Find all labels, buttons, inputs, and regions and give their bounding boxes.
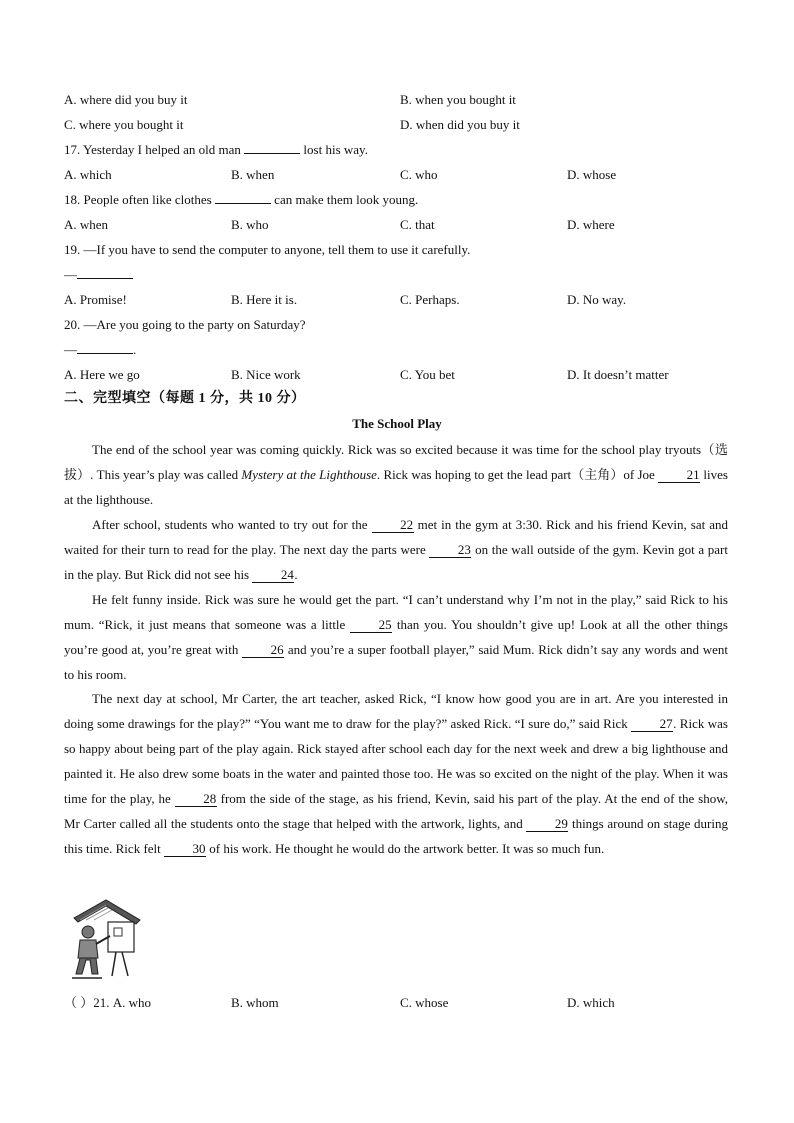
p1-text-c: lives at the lighthouse. [64, 467, 728, 507]
play-title: Mystery at the Lighthouse [241, 467, 377, 482]
p3-text-c: and you’re a super football player,” said Mum. Rick didn’t say any words and went to his room. [64, 642, 728, 682]
passage-paragraph-1 [64, 437, 728, 512]
q21-option-c[interactable]: C. whose [400, 995, 449, 1010]
blank-26[interactable]: 26 [242, 643, 284, 658]
blank-28[interactable]: 28 [175, 792, 217, 807]
q16-option-b[interactable]: B. when you bought it [400, 92, 516, 107]
q18-stem-post: can make them look young. [274, 192, 419, 207]
blank-21[interactable]: 21 [658, 468, 700, 483]
q19-option-d[interactable]: D. No way. [567, 292, 627, 307]
q16-option-a[interactable]: A. where did you buy it [64, 92, 188, 107]
passage-paragraph-4 [64, 686, 728, 861]
blank-24[interactable]: 24 [252, 568, 294, 583]
q20-stem: 20. —Are you going to the party on Saturday? [64, 317, 306, 332]
q19-dash: — [64, 267, 77, 282]
q20-option-d[interactable]: D. It doesn’t matter [567, 367, 669, 382]
passage-title: The School Play [352, 416, 442, 431]
passage-paragraph-3 [64, 587, 728, 687]
q21-option-b[interactable]: B. whom [231, 995, 279, 1010]
p2-text-a: After school, students who wanted to try out for the [92, 517, 372, 532]
q17-stem-post: lost his way. [303, 142, 368, 157]
q16-option-c[interactable]: C. where you bought it [64, 117, 184, 132]
p4-text-a: The next day at school, Mr Carter, the art teacher, asked Rick, “I know how good you are in art. Are you interested in doing some drawings for the play?” “You want me to draw for the play?” asked Rick. “I sure do,” said Rick [64, 691, 728, 731]
q19-option-b[interactable]: B. Here it is. [231, 292, 298, 307]
blank-29[interactable]: 29 [526, 817, 568, 832]
q20-option-b[interactable]: B. Nice work [231, 367, 301, 382]
q17-stem [64, 142, 368, 158]
q19-blank[interactable] [77, 278, 133, 279]
q19-stem: 19. —If you have to send the computer to anyone, tell them to use it carefully. [64, 242, 471, 257]
q18-blank[interactable] [215, 203, 271, 204]
q18-option-b[interactable]: B. who [231, 217, 269, 232]
blank-22[interactable]: 22 [372, 518, 414, 533]
section-heading: 二、完型填空（每题 1 分，共 10 分） [64, 391, 306, 406]
q21-option-d[interactable]: D. which [567, 995, 615, 1010]
q20-period: . [133, 342, 137, 357]
p4-text-b: . Rick was so happy about being part of the play again. Rick stayed after school each day for the next week and drew a big lighthouse and painted it. He also drew some boats in the water and painted those too. He was so excited on the night of the play. When it was time for the play, he [64, 716, 728, 806]
q20-option-c[interactable]: C. You bet [400, 367, 455, 382]
q18-stem [64, 192, 418, 208]
passage-paragraph-2 [64, 512, 728, 587]
q19-reply [64, 267, 133, 283]
q17-stem-pre: 17. Yesterday I helped an old man [64, 142, 241, 157]
q17-option-b[interactable]: B. when [231, 167, 275, 182]
q19-option-a[interactable]: A. Promise! [64, 292, 127, 307]
q20-blank[interactable] [77, 353, 133, 354]
q20-reply [64, 342, 136, 358]
q20-dash: — [64, 342, 77, 357]
p1-text-b: . Rick was hoping to get the lead part（主角）of Joe [376, 467, 659, 482]
blank-25[interactable]: 25 [350, 618, 392, 633]
q21-option-a[interactable]: （ ）21. A. who [64, 995, 152, 1010]
blank-27[interactable]: 27 [631, 717, 673, 732]
p2-text-b: met in the gym at 3:30. Rick and his friend Kevin, sat and waited for their turn to read for the play. The next day the parts were [64, 517, 728, 557]
p4-text-d: things around on stage during this time. Rick felt [64, 816, 728, 856]
q18-option-a[interactable]: A. when [64, 217, 109, 232]
q18-stem-pre: 18. People often like clothes [64, 192, 212, 207]
p3-text-b: than you. You shouldn’t give up! Look at all the other things you’re good at, you’re great with [64, 617, 728, 657]
p1-text-a: The end of the school year was coming quickly. Rick was so excited because it was time for the school play tryouts（选拔）. This year’s play was called [64, 442, 728, 482]
q18-option-d[interactable]: D. where [567, 217, 615, 232]
p4-text-e: of his work. He thought he would do the artwork better. It was so much fun. [206, 841, 605, 856]
q18-option-c[interactable]: C. that [400, 217, 435, 232]
p4-text-c: from the side of the stage, as his friend, Kevin, said his part of the play. At the end of the show, Mr Carter called all the students onto the stage that helped with the artwork, lights, and [64, 791, 729, 831]
p3-text-a: He felt funny inside. Rick was sure he would get the part. “I can’t understand why I’m not in the play,” said Rick to his mum. “Rick, it just means that someone was a little [64, 592, 728, 632]
q20-option-a[interactable]: A. Here we go [64, 367, 140, 382]
q19-option-c[interactable]: C. Perhaps. [400, 292, 460, 307]
q17-blank[interactable] [244, 153, 300, 154]
q16-option-d[interactable]: D. when did you buy it [400, 117, 520, 132]
blank-23[interactable]: 23 [429, 543, 471, 558]
q17-option-c[interactable]: C. who [400, 167, 438, 182]
boy-painting-house-picture [66, 896, 146, 980]
p2-text-c: on the wall outside of the gym. Kevin got a part in the play. But Rick did not see his [64, 542, 728, 582]
blank-30[interactable]: 30 [164, 842, 206, 857]
q17-option-a[interactable]: A. which [64, 167, 112, 182]
q17-option-d[interactable]: D. whose [567, 167, 617, 182]
p2-text-d: . [294, 567, 298, 582]
